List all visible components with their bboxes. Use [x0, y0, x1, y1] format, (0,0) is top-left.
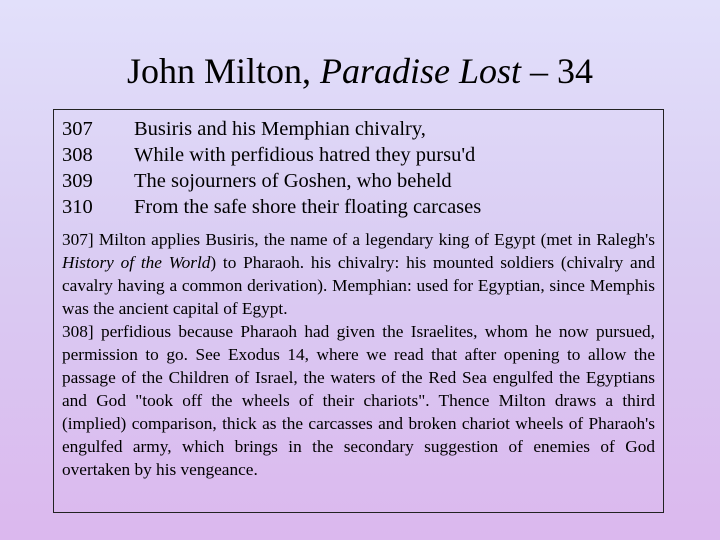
note-ref: 307 [62, 230, 88, 249]
title-suffix: – 34 [530, 51, 594, 91]
note-text: ) to Pharaoh. his chivalry: his mounted soldiers (chivalry and cavalry having a common derivation). Memphian: used for Egyptian, since Memphis was the ancient capital of Egypt. [62, 253, 655, 318]
title-work: Paradise Lost [320, 51, 522, 91]
verse-line [62, 168, 481, 194]
verse-table [62, 116, 481, 220]
commentary [62, 228, 655, 481]
verse-text: The sojourners of Goshen, who beheld [134, 170, 452, 192]
note-paragraph [62, 320, 655, 481]
verse-number: 310 [62, 196, 93, 218]
note-italic-title: History of the World [62, 253, 211, 272]
note-paragraph [62, 228, 655, 320]
verse-text: Busiris and his Memphian chivalry, [134, 118, 426, 140]
slide-title [0, 50, 720, 92]
verse-text: While with perfidious hatred they pursu'd [134, 144, 476, 166]
title-author: John Milton, [126, 51, 311, 91]
content-box [53, 109, 664, 513]
verse-number: 309 [62, 170, 93, 192]
verse-line [62, 142, 481, 168]
verse-text: From the safe shore their floating carcases [134, 196, 482, 218]
note-ref: 308 [62, 322, 88, 341]
verse-line [62, 194, 481, 220]
verse-number: 307 [62, 118, 93, 140]
note-text: ] Milton applies Busiris, the name of a legendary king of Egypt (met in Ralegh's [87, 230, 655, 249]
verse-number: 308 [62, 144, 93, 166]
note-text: ] perfidious because Pharaoh had given the Israelites, whom he now pursued, permission to go. See Exodus 14, where we read that after opening to allow the passage of the Children of Israel, the waters of the Red Sea engulfed the Egyptians and God "took off the wheels of their chariots". Thence Milton draws a third (implied) comparison, thick as the carcasses and broken chariot wheels of Pharaoh's engulfed army, which brings in the secondary suggestion of enemies of God overtaken by his vengeance. [62, 322, 655, 479]
verse-line [62, 116, 481, 142]
